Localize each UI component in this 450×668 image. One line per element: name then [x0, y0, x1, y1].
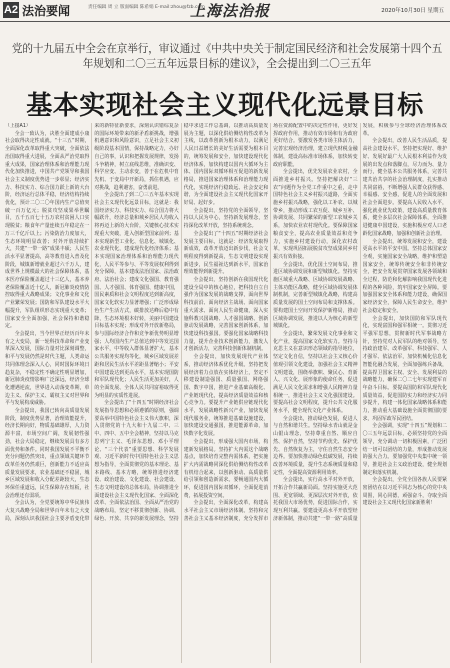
article-paragraph: 全会提出，我国已转向高质量发展阶段，制度优势显著，治理效能提升，经济长期向好，物质基础雄厚，人力资源丰富，市场空间广阔，发展韧性强劲，社会大局稳定，继续发展具有多方面优势和条件。同时我国发展不平衡不充分问题仍然突出，重点领域关键环节改革任务仍然艰巨，创新能力不适应高质量发展要求，农业基础还不稳固，城乡区域发展和收入分配差距较大，生态环保任重道远，民生保障存在短板，社会治理还有弱项。: [5, 408, 90, 499]
issue-date: 2020年10月30日 星期五: [381, 8, 444, 14]
editor-line: 责任编辑 周 立 版面编辑 陈希娟 E-mail:zhou@fzb.com: [88, 5, 205, 10]
article-paragraph: 全会一致认为，决胜全面建成小康社会取得决定性成就。“十三五”时期，全面深化改革取得重大突破，全面依法治国取得重大进展，全面从严治党取得重大成果，国家治理体系和治理能力现代化加快推进，中国共产党领导和我国社会主义制度优势进一步彰显；经济实力、科技实力、综合国力跃上新的大台阶，经济运行总体平稳，经济结构持续优化，预计二〇二〇年国内生产总值突破一百万亿元；脱贫攻坚成果举世瞩目，五千五百七十五万农村贫困人口实现脱贫；粮食年产量连续五年稳定在一万三千亿斤以上；污染防治力度加大，生态环境明显改善；对外开放持续扩大，共建“一带一路”成果丰硕；人民生活水平显著提高，高等教育进入普及化阶段，城镇新增就业超过六千万人，建成世界上规模最大的社会保障体系，基本医疗保险覆盖超过十三亿人，基本养老保险覆盖近十亿人，新冠肺炎疫情防控取得重大战略成果；文化事业和文化产业繁荣发展；国防和军队建设水平大幅提升，军队组织形态实现重大变革；国家安全全面加强，社会保持和谐稳定。: [5, 130, 90, 330]
page-header: [0, 0, 450, 22]
article-paragraph: 全会提出了“十四五”时期经济社会发展指导思想和必须遵循的原则，强调要高举中国特色社会主义伟大旗帜，深入贯彻党的十九大和十九届二中、三中、四中、五中全会精神，坚持以马克思列宁主义、毛泽东思想、邓小平理论、“三个代表”重要思想、科学发展观、习近平新时代中国特色社会主义思想为指导，全面贯彻党的基本理论、基本路线、基本方略，统筹推进经济建设、政治建设、文化建设、社会建设、生态文明建设的总体布局，协调推进全面建设社会主义现代化国家、全面深化改革、全面依法治国、全面从严治党的战略布局，坚定不移贯彻创新、协调、绿色、开放、共享的新发展理念，坚持稳中求进工作总基调，以推动高质量发展为主题，以深化供给侧结构性改革为主线，以改革创新为根本动力，以满足人民日益增长的美好生活需要为根本目的，统筹发展和安全，加快建设现代化经济体系，加快构建以国内大循环为主体、国内国际双循环相互促进的新发展格局，推进国家治理体系和治理能力现代化，实现经济行稳致远、社会安定和谐，为全面建设社会主义现代化国家开好局、起好步。: [94, 123, 269, 522]
article-paragraph: 全会提出，优先发展农业农村，全面推进乡村振兴。坚持把解决好“三农”问题作为全党工作重中之重，走中国特色社会主义乡村振兴道路，全面实施乡村振兴战略，强化以工补农、以城带乡，推动形成工农互促、城乡互补、协调发展、共同繁荣的新型工农城乡关系，加快农业农村现代化。要保障国家粮食安全，提高农业质量效益和竞争力，实施乡村建设行动，深化农村改革，实现巩固拓展脱贫攻坚成果同乡村振兴有效衔接。: [273, 169, 358, 260]
article-paragraph: 全会提出，推动绿色发展，促进人与自然和谐共生。坚持绿水青山就是金山银山理念，坚持尊重自然、顺应自然、保护自然，坚持节约优先、保护优先、自然恢复为主，守住自然生态安全边界。要加快推动绿色低碳发展，持续改善环境质量，提升生态系统质量和稳定性，全面提高资源利用效率。: [273, 415, 358, 476]
article-paragraph: 全会提出，优化国土空间布局，推进区域协调发展和新型城镇化。坚持实施区域重大战略、区域协调发展战略、主体功能区战略，健全区域协调发展体制机制，完善新型城镇化战略，构建高质量发展的国土空间布局和支撑体系。要构建国土空间开发保护新格局，推动区域协调发展，推进以人为核心的新型城镇化。: [273, 261, 358, 330]
byline: （上接A1）: [5, 123, 31, 129]
article-subheading: 党的十九届五中全会在京举行，审议通过《中共中央关于制定国民经济和社会发展第十四个五年规划和二〇三五年远景目标的建议》，全会提出到二〇三五年: [11, 43, 443, 70]
page-number: A2: [3, 4, 19, 16]
article-paragraph: 全会提出，改善人民生活品质，提高社会建设水平。坚持把实现好、维护好、发展好最广大人民根本利益作为发展的出发点和落脚点，尽力而为、量力而行，健全基本公共服务体系，完善共建共治共享的社会治理制度，扎实推动共同富裕，不断增强人民群众获得感、幸福感、安全感，促进人的全面发展和社会全面进步。要提高人民收入水平，强化就业优先政策，建设高质量教育体系，健全多层次社会保障体系，全面推进健康中国建设，实施积极应对人口老龄化国家战略，加强和创新社会治理。: [362, 138, 447, 237]
article-paragraph: 全会提出，全党全国各族人民要紧密团结在以习近平同志为核心的党中央周围，同心同德，顽强奋斗，夺取全面建设社会主义现代化国家新胜利！: [362, 477, 447, 507]
article-paragraph: 全会认为，全党要统筹中华民族伟大复兴战略全局和世界百年未有之大变局，深刻认识我国社会主要矛盾变化带来的新特征新要求，深刻认识错综复杂的国际环境带来的新矛盾新挑战，增强机遇意识和风险意识，立足社会主义初级阶段基本国情，保持战略定力，办好自己的事，认识和把握发展规律，发扬斗争精神，树立底线思维，准确识变、科学应变、主动求变，善于在危机中育先机、于变局中开新局，抓住机遇，应对挑战，趋利避害，奋勇前进。: [5, 123, 179, 522]
article-headline: 基本实现社会主义现代化远景目标: [26, 91, 424, 121]
article-paragraph: 全会提出，全面深化改革，构建高水平社会主义市场经济体制。坚持和完善社会主义基本经济制度，充分发挥市场在资源配置中的决定性作用，更好发挥政府作用，推动有效市场和有为政府更好结合。要激发各类市场主体活力，完善宏观经济治理，建立现代财税金融体制，建设高标准市场体系，加快转变政府职能。: [183, 123, 358, 522]
article-paragraph: 全会提出，实行高水平对外开放，开拓合作共赢新局面。坚持实施更大范围、更宽领域、更深层次对外开放，依托我国大市场优势，促进国际合作，实现互利共赢。要建设更高水平开放型经济新体制，推动共建“一带一路”高质量发展，积极参与全球经济治理体系改革。: [273, 123, 447, 522]
article-body: [5, 123, 447, 663]
article-paragraph: 全会提出了到二〇三五年基本实现社会主义现代化远景目标，这就是：我国经济实力、科技实力、综合国力将大幅跃升，经济总量和城乡居民人均收入将再迈上新的大台阶，关键核心技术实现重大突破，进入创新型国家前列；基本实现新型工业化、信息化、城镇化、农业现代化，建成现代化经济体系；基本实现国家治理体系和治理能力现代化，人民平等参与、平等发展权利得到充分保障，基本建成法治国家、法治政府、法治社会；建成文化强国、教育强国、人才强国、体育强国、健康中国，国民素质和社会文明程度达到新高度，国家文化软实力显著增强；广泛形成绿色生产生活方式，碳排放达峰后稳中有降，生态环境根本好转，美丽中国建设目标基本实现；形成对外开放新格局，参与国际经济合作和竞争新优势明显增强；人均国内生产总值达到中等发达国家水平，中等收入群体显著扩大，基本公共服务实现均等化，城乡区域发展差距和居民生活水平差距显著缩小；平安中国建设达到更高水平，基本实现国防和军队现代化；人民生活更加美好，人的全面发展、全体人民共同富裕取得更为明显的实质性进展。: [94, 192, 179, 399]
header-rule: [0, 21, 450, 22]
article-paragraph: 全会强调，实现“十四五”规划和二〇三五年远景目标，必须坚持党的全面领导，充分调动一切积极因素，广泛团结一切可以团结的力量，形成推动发展的强大合力。要加强党中央集中统一领导，推进社会主义政治建设，健全规划制定和落实机制。: [362, 423, 447, 476]
newspaper-masthead: 上海法治报: [190, 2, 271, 20]
paragraph-list: [5, 123, 447, 524]
article-paragraph: 全会提出了“十四五”时期经济社会发展主要目标，这就是：经济发展取得新成效，改革开放迈出新步伐，社会文明程度得到新提高，生态文明建设实现新进步，民生福祉达到新水平，国家治理效能得到新提升。: [183, 230, 269, 276]
article-paragraph: 全会提出，形成强大国内市场，构建新发展格局。坚持扩大内需这个战略基点，加快培育完整内需体系，把实施扩大内需战略同深化供给侧结构性改革有机结合起来，以创新驱动、高质量供给引领和创造新需求。要畅通国内大循环，促进国内国际双循环，全面促进消费，拓展投资空间。: [183, 438, 269, 499]
section-title: 法治要闻: [22, 4, 71, 18]
article-paragraph: 全会提出，当今世界正经历百年未有之大变局，新一轮科技革命和产业变革深入发展，国际力量对比深刻调整，和平与发展仍然是时代主题，人类命运共同体理念深入人心，同时国际环境日趋复杂，不稳定性不确定性明显增加，新冠肺炎疫情影响广泛深远，经济全球化遭遇逆流，世界进入动荡变革期，单边主义、保护主义、霸权主义对世界和平与发展构成威胁。: [5, 330, 90, 407]
article-paragraph: 全会提出，坚持党的全面领导，坚持以人民为中心，坚持新发展理念，坚持深化改革开放，坚持系统观念。: [183, 207, 269, 230]
article-paragraph: 全会提出，统筹发展和安全，建设更高水平的平安中国。坚持总体国家安全观，实施国家安全战略，维护和塑造国家安全，统筹传统安全和非传统安全，把安全发展贯穿国家发展各领域和全过程，防范和化解影响我国现代化进程的各种风险，筑牢国家安全屏障。要加强国家安全体系和能力建设，确保国家经济安全，保障人民生命安全，维护社会稳定和安全。: [362, 238, 447, 314]
article-paragraph: 全会提出，加快发展现代产业体系，推动经济体系优化升级。坚持把发展经济着力点放在实体经济上，坚定不移建设制造强国、质量强国、网络强国、数字中国，推进产业基础高级化、产业链现代化，提高经济质量效益和核心竞争力。要提升产业链供应链现代化水平，发展战略性新兴产业，加快发展现代服务业，统筹推进基础设施建设，加快建设交通强国，推进能源革命，加快数字化发展。: [183, 354, 269, 438]
article-paragraph: 全会提出，坚持创新在我国现代化建设全局中的核心地位，把科技自立自强作为国家发展的战略支撑，面向世界科技前沿、面向经济主战场、面向国家重大需求、面向人民生命健康，深入实施科教兴国战略、人才强国战略、创新驱动发展战略，完善国家创新体系，加快建设科技强国。要强化国家战略科技力量，提升企业技术创新能力，激发人才创新活力，完善科技创新体制机制。: [183, 277, 269, 353]
article-paragraph: 全会提出，加快国防和军队现代化，实现富国和强军相统一。贯彻习近平强军思想，贯彻新时代军事战略方针，坚持党对人民军队的绝对领导，坚持政治建军、改革强军、科技强军、人才强军、依法治军，加快机械化信息化智能化融合发展，全面加强练兵备战，提高捍卫国家主权、安全、发展利益的战略能力，确保二〇二七年实现建军百年奋斗目标。要提高国防和军队现代化质量效益，促进国防实力和经济实力同步提升，构建一体化国家战略体系和能力，推动重大基础设施全面贯彻国防要求，巩固军政军民团结。: [362, 315, 447, 422]
article-paragraph: 全会提出，繁荣发展文化事业和文化产业，提高国家文化软实力。坚持马克思主义在意识形态领域的指导地位，坚定文化自信，坚持以社会主义核心价值观引领文化建设，加强社会主义精神文明建设，围绕举旗帜、聚民心、育新人、兴文化、展形象的使命任务，促进满足人民文化需求和增强人民精神力量相统一，推进社会主义文化强国建设。要提高社会文明程度，提升公共文化服务水平，健全现代文化产业体系。: [273, 330, 358, 415]
